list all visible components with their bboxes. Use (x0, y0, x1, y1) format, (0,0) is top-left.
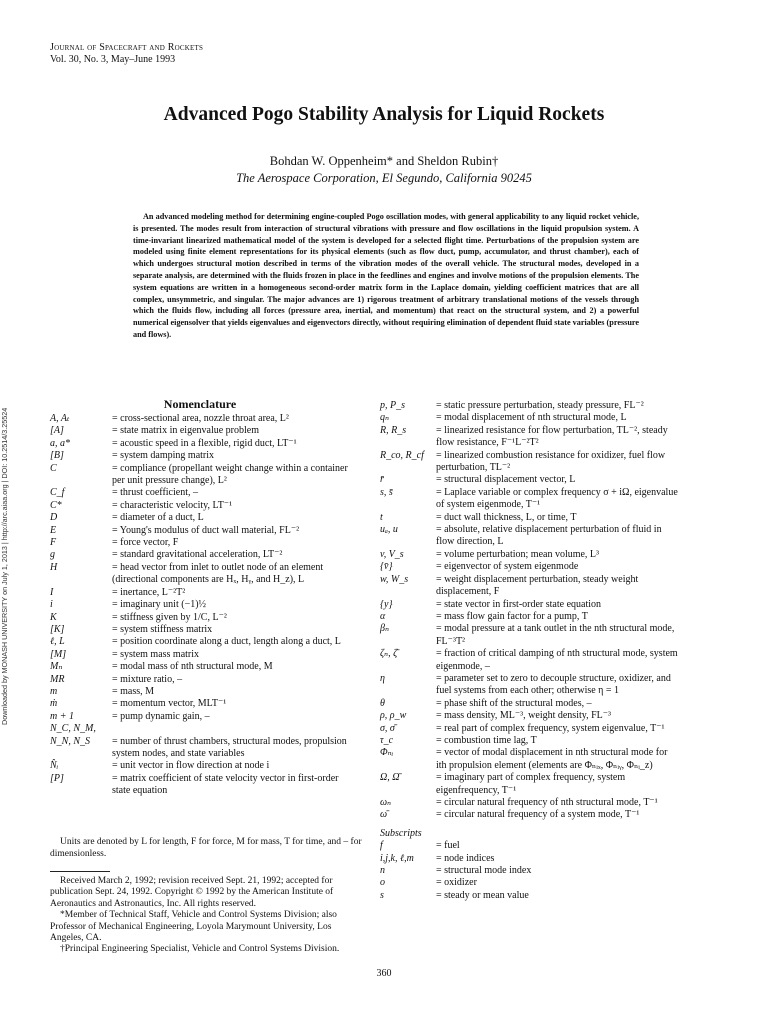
nomenclature-symbol: N̂ᵢ (50, 760, 59, 772)
nomenclature-entry (380, 512, 680, 524)
subscripts-list (380, 840, 680, 902)
nomenclature-entry (380, 611, 680, 623)
journal-volume: Vol. 30, No. 3, May–June 1993 (50, 54, 176, 65)
nomenclature-symbol: i,j,k, ℓ,m (380, 852, 414, 864)
nomenclature-symbol: θ (380, 697, 385, 709)
nomenclature-definition: = acoustic speed in a flexible, rigid duct, LT⁻¹ (112, 437, 297, 449)
nomenclature-entry (380, 574, 680, 599)
nomenclature-right-column (380, 400, 680, 902)
nomenclature-symbol: {v̄} (380, 561, 393, 573)
journal-header (50, 42, 203, 66)
nomenclature-definition: = Young's modulus of duct wall material, FL⁻² (112, 524, 300, 536)
nomenclature-entry (50, 549, 358, 561)
nomenclature-entry (380, 735, 680, 747)
nomenclature-definition: = pump dynamic gain, – (112, 710, 210, 722)
nomenclature-definition: = state matrix in eigenvalue problem (112, 425, 259, 437)
subscripts-heading: Subscripts (380, 827, 422, 839)
download-margin-text: Downloaded by MONASH UNIVERSITY on July 1, 2013 | http://arc.aiaa.org | DOI: 10.2514/3.25524 (0, 407, 9, 725)
nomenclature-entry (380, 599, 680, 611)
author-block (0, 153, 768, 187)
nomenclature-definition: = head vector from inlet to outlet node of an element (directional components are Hₓ, Hᵧ, and H_z), L (112, 561, 324, 586)
nomenclature-entry (380, 890, 680, 902)
nomenclature-definition: = compliance (propellant weight change within a container per unit pressure change), L² (112, 462, 348, 487)
nomenclature-symbol: R_co, R_cf (380, 449, 424, 461)
nomenclature-entry (50, 537, 358, 549)
nomenclature-entry (50, 562, 358, 587)
nomenclature-symbol: i (50, 599, 53, 611)
nomenclature-definition: = matrix coefficient of state velocity vector in first-order state equation (112, 772, 339, 797)
nomenclature-symbol: [K] (50, 623, 65, 635)
nomenclature-definition: = fraction of critical damping of nth structural mode, system eigenmode, – (436, 648, 678, 672)
nomenclature-entry (50, 661, 358, 673)
footnotes (50, 876, 362, 956)
nomenclature-definition: = eigenvector of system eigenmode (436, 561, 579, 573)
nomenclature-definition: = duct wall thickness, L, or time, T (436, 511, 577, 523)
nomenclature-entry (50, 413, 358, 425)
nomenclature-definition (112, 723, 358, 735)
nomenclature-definition: = mixture ratio, – (112, 673, 183, 685)
footnote: *Member of Technical Staff, Vehicle and Control Systems Division; also Professor of Mechanical Engineering, Loyola Marymount University, Los Angeles, CA. (50, 910, 337, 944)
nomenclature-definition: = mass, M (112, 685, 155, 697)
nomenclature-definition: = state vector in first-order state equation (436, 598, 602, 610)
nomenclature-symbol: m + 1 (50, 710, 74, 722)
nomenclature-symbol: ρ, ρ_w (380, 710, 407, 722)
nomenclature-definition: = absolute, relative displacement perturbation of fluid in flow direction, L (436, 524, 662, 548)
nomenclature-entry (50, 624, 358, 636)
nomenclature-symbol: C_f (50, 487, 65, 499)
nomenclature-definition: = volume perturbation; mean volume, L³ (436, 548, 600, 560)
nomenclature-definition: = modal pressure at a tank outlet in the nth structural mode, FL⁻³T² (436, 623, 675, 647)
nomenclature-entry (380, 797, 680, 809)
nomenclature-entry (50, 636, 358, 648)
nomenclature-entry (380, 549, 680, 561)
nomenclature-symbol: {y} (380, 598, 393, 610)
nomenclature-symbol: K (50, 611, 57, 623)
nomenclature-entry (50, 649, 358, 661)
nomenclature-definition: = linearized resistance for flow perturbation, TL⁻², steady flow resistance, F⁻¹L⁻²T² (436, 424, 668, 449)
nomenclature-symbol: MR (50, 673, 65, 685)
footnote: †Principal Engineering Specialist, Vehicle and Control Systems Division. (60, 944, 340, 955)
nomenclature-entry (380, 673, 680, 698)
nomenclature-definition: = system damping matrix (112, 450, 215, 462)
nomenclature-symbol: r̄ (380, 474, 384, 486)
nomenclature-symbol: A, Aₜ (50, 413, 70, 424)
nomenclature-entry (50, 450, 358, 462)
nomenclature-entry (380, 853, 680, 865)
nomenclature-entry (50, 587, 358, 599)
nomenclature-entry (380, 809, 680, 821)
nomenclature-symbol: ṁ (50, 698, 58, 710)
nomenclature-symbol: ℓ, L (50, 636, 65, 648)
nomenclature-symbol: Mₙ (50, 661, 63, 673)
nomenclature-definition: = mass flow gain factor for a pump, T (436, 610, 588, 622)
nomenclature-definition: = real part of complex frequency, system eigenvalue, T⁻¹ (436, 722, 665, 734)
nomenclature-symbol: N_C, N_M, (50, 723, 96, 735)
nomenclature-symbol: η (380, 672, 385, 684)
nomenclature-definition: = unit vector in flow direction at node i (112, 760, 270, 772)
nomenclature-symbol: g (50, 549, 55, 561)
nomenclature-symbol: qₙ (380, 412, 390, 424)
nomenclature-left-column (50, 413, 358, 798)
nomenclature-definition: = imaginary part of complex frequency, system eigenfrequency, T⁻¹ (436, 772, 626, 796)
nomenclature-entry (50, 612, 358, 624)
nomenclature-definition: = static pressure perturbation, steady pressure, FL⁻² (436, 400, 644, 411)
abstract: An advanced modeling method for determining engine-coupled Pogo oscillation modes, with general applicability to any liquid rocket vehicle, is presented. The modes result from interaction of structural vibrations with pressure and flow oscillations in the liquid propulsion system. A time-invariant linearized mathematical model of the system is developed for a selected flight time. Perturbations of the propulsion system are modeled using finite element representations for its physical elements (such as flow duct, pump, accumulator, and thrust chamber), each of which undergoes structural motion described in terms of the vibration modes of the overall vehicle. The structural modes, developed in a separate analysis, are determined with the fluids frozen in place in the feedlines and engines and involve motions of the propulsion elements. The system equations are written in a homogeneous second-order matrix form in the Laplace domain, yielding coefficient matrices that are all complex, unsymmetric, and singular. The major advances are 1) rigorous treatment of arbitrary translational motions of the vessels through which the fluids flow, including all forces (pressure area, inertial, and momentum) that react on the structural system, and 2) a powerful numerical eigensolver that yields eigenvalues and eigenvectors directly, without requiring elimination of dependent fluid state variables (pressure and flows). (133, 212, 639, 339)
nomenclature-right-list (380, 400, 680, 822)
nomenclature-entry (50, 487, 358, 499)
nomenclature-definition: = structural displacement vector, L (436, 474, 576, 486)
nomenclature-entry (380, 865, 680, 877)
nomenclature-definition: = node indices (436, 852, 495, 864)
nomenclature-entry (50, 760, 358, 772)
nomenclature-symbol: o (380, 877, 385, 889)
nomenclature-heading: Nomenclature (163, 397, 237, 411)
nomenclature-definition: = stiffness given by 1/C, L⁻² (112, 611, 227, 623)
nomenclature-entry (50, 463, 358, 488)
paper-title: Advanced Pogo Stability Analysis for Liquid Rockets (163, 104, 605, 125)
footnote-rule (50, 871, 110, 872)
nomenclature-symbol: Φₙᵢ (380, 747, 394, 759)
nomenclature-entry (380, 412, 680, 424)
nomenclature-symbol: [B] (50, 450, 64, 462)
nomenclature-definition: = standard gravitational acceleration, LT⁻² (112, 549, 283, 561)
nomenclature-definition: = Laplace variable or complex frequency σ + iΩ, eigenvalue of system eigenmode, T⁻¹ (436, 486, 678, 511)
nomenclature-definition: = momentum vector, MLT⁻¹ (112, 698, 227, 710)
nomenclature-definition: = diameter of a duct, L (112, 512, 204, 524)
nomenclature-symbol: f (380, 840, 383, 852)
nomenclature-entry (380, 698, 680, 710)
nomenclature-entry (50, 500, 358, 512)
nomenclature-symbol: a, a* (50, 437, 70, 449)
nomenclature-entry (50, 512, 358, 524)
nomenclature-entry (380, 648, 680, 673)
nomenclature-entry (50, 674, 358, 686)
nomenclature-definition: = inertance, L⁻²T² (112, 586, 186, 598)
nomenclature-entry (380, 450, 680, 475)
authors: Bohdan W. Oppenheim* and Sheldon Rubin† (269, 154, 499, 168)
nomenclature-entry (380, 487, 680, 512)
nomenclature-symbol: [A] (50, 425, 64, 437)
nomenclature-definition: = circular natural frequency of a system mode, T⁻¹ (436, 809, 640, 821)
nomenclature-symbol: βₙ (380, 623, 390, 635)
nomenclature-entry (50, 525, 358, 537)
units-note: Units are denoted by L for length, F for force, M for mass, T for time, and – for dimensionless. (50, 837, 362, 859)
nomenclature-symbol: [M] (50, 648, 67, 660)
nomenclature-entry (380, 877, 680, 889)
nomenclature-symbol: w, W_s (380, 573, 409, 585)
nomenclature-entry (380, 524, 680, 549)
nomenclature-symbol: s, s̄ (380, 486, 393, 498)
nomenclature-definition: = thrust coefficient, – (112, 487, 198, 499)
nomenclature-symbol: p, P_s (380, 400, 405, 411)
nomenclature-entry (50, 773, 358, 798)
nomenclature-definition: = position coordinate along a duct, length along a duct, L (112, 636, 341, 648)
nomenclature-symbol: n (380, 865, 385, 877)
nomenclature-entry (50, 736, 358, 761)
nomenclature-definition: = structural mode index (436, 865, 532, 877)
nomenclature-definition: = characteristic velocity, LT⁻¹ (112, 499, 233, 511)
page-number: 360 (376, 968, 392, 979)
nomenclature-definition: = mass density, ML⁻³, weight density, FL⁻³ (436, 710, 612, 722)
nomenclature-entry (380, 747, 680, 772)
nomenclature-symbol: ζₙ, ζ̄ (380, 648, 398, 660)
nomenclature-entry (50, 438, 358, 450)
nomenclature-symbol: C* (50, 499, 62, 511)
nomenclature-entry (50, 425, 358, 437)
nomenclature-symbol: s (380, 889, 384, 901)
nomenclature-symbol: H (50, 561, 58, 573)
nomenclature-symbol: m (50, 685, 58, 697)
nomenclature-definition: = weight displacement perturbation, steady weight displacement, F (436, 573, 639, 598)
nomenclature-definition: = steady or mean value (436, 889, 529, 901)
nomenclature-symbol: σ, σ̄ (380, 722, 395, 734)
nomenclature-definition: = parameter set to zero to decouple structure, oxidizer, and fuel systems from each other; otherwise η = 1 (436, 672, 671, 697)
nomenclature-definition: = phase shift of the structural modes, – (436, 697, 592, 709)
nomenclature-definition: = oxidizer (436, 877, 477, 889)
nomenclature-symbol: v, V_s (380, 548, 404, 560)
nomenclature-symbol: α (380, 610, 386, 622)
affiliation: The Aerospace Corporation, El Segundo, California 90245 (236, 171, 532, 185)
nomenclature-entry (380, 772, 680, 797)
nomenclature-symbol: R, R_s (380, 424, 407, 436)
nomenclature-definition: = circular natural frequency of nth structural mode, T⁻¹ (436, 797, 658, 808)
nomenclature-entry (380, 425, 680, 450)
footnote: Received March 2, 1992; revision received Sept. 21, 1992; accepted for publication Sept. 24, 1992. Copyright © 1992 by the American Institute of Aeronautics and Astronautics, Inc. All rights reserved. (50, 876, 334, 909)
nomenclature-entry (50, 723, 358, 735)
nomenclature-definition: = cross-sectional area, nozzle throat area, L² (112, 413, 289, 424)
nomenclature-definition: = combustion time lag, T (436, 734, 537, 746)
nomenclature-definition: = modal displacement of nth structural mode, L (436, 412, 627, 424)
nomenclature-symbol: E (50, 524, 57, 536)
nomenclature-definition: = force vector, F (112, 537, 179, 549)
nomenclature-symbol: ω̄ (380, 809, 388, 821)
nomenclature-definition: = system mass matrix (112, 648, 200, 660)
nomenclature-entry (380, 400, 680, 412)
nomenclature-symbol: t (380, 511, 383, 523)
nomenclature-symbol: C (50, 462, 57, 474)
nomenclature-entry (380, 474, 680, 486)
journal-name: Journal of Spacecraft and Rockets (50, 42, 204, 53)
nomenclature-definition: = modal mass of nth structural mode, M (112, 661, 273, 673)
nomenclature-symbol: [P] (50, 772, 64, 784)
nomenclature-symbol: uₐ, u (380, 524, 398, 536)
nomenclature-entry (380, 710, 680, 722)
nomenclature-entry (380, 840, 680, 852)
nomenclature-definition: = vector of modal displacement in nth structural mode for ith propulsion element (elements are Φₙᵢₓ, Φₙᵢᵧ, Φₙᵢ_z) (436, 747, 668, 771)
nomenclature-entry (380, 723, 680, 735)
nomenclature-definition: = linearized combustion resistance for oxidizer, fuel flow perturbation, TL⁻² (436, 449, 666, 474)
nomenclature-entry (380, 561, 680, 573)
nomenclature-definition: = system stiffness matrix (112, 623, 213, 635)
nomenclature-symbol: ωₙ (380, 797, 392, 808)
nomenclature-entry (380, 623, 680, 648)
nomenclature-symbol: F (50, 537, 57, 549)
nomenclature-symbol: τ_c (380, 734, 394, 746)
nomenclature-symbol: I (50, 586, 54, 598)
nomenclature-symbol: Ω, Ω̄ (380, 772, 400, 784)
nomenclature-entry (50, 599, 358, 611)
download-margin-note (0, 335, 12, 725)
nomenclature-definition: = imaginary unit (−1)½ (112, 599, 207, 611)
nomenclature-entry (50, 686, 358, 698)
nomenclature-symbol: N_N, N_S (50, 735, 91, 747)
nomenclature-definition: = fuel (436, 840, 460, 852)
nomenclature-definition: = number of thrust chambers, structural modes, propulsion system nodes, and state variables (112, 735, 347, 759)
nomenclature-symbol: D (50, 512, 58, 524)
nomenclature-entry (50, 711, 358, 723)
nomenclature-entry (50, 698, 358, 710)
